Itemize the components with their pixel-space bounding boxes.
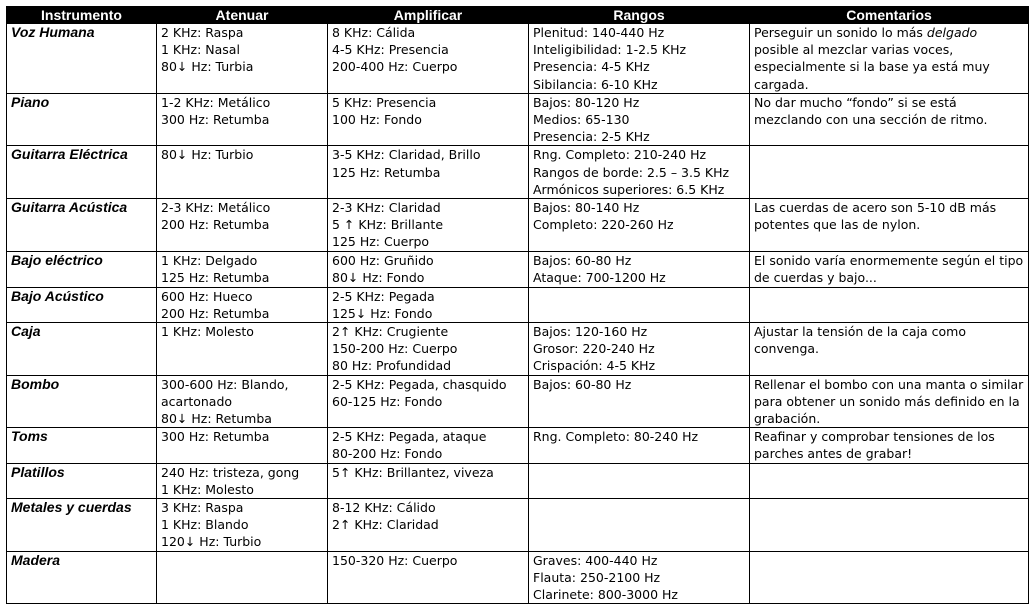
comment-cell: El sonido varía enormemente según el tipo de cuerdas y bajo... — [750, 251, 1029, 287]
amplify-cell: 2-3 KHz: Claridad 5 ↑ KHz: Brillante 125 Hz: Cuerpo — [328, 199, 529, 252]
ranges-cell: Graves: 400-440 Hz Flauta: 250-2100 Hz Clarinete: 800-3000 Hz — [529, 551, 750, 604]
ranges-cell — [529, 287, 750, 322]
comment-text: posible al mezclar varias voces, especialmente si la base ya está muy cargada. — [754, 42, 990, 92]
ranges-cell: Rng. Completo: 80-240 Hz — [529, 428, 750, 463]
attenuate-cell: 1 KHz: Delgado 125 Hz: Retumba — [157, 251, 328, 287]
attenuate-cell: 1 KHz: Molesto — [157, 323, 328, 376]
amplify-cell: 2↑ KHz: Crugiente 150-200 Hz: Cuerpo 80 Hz: Profundidad — [328, 323, 529, 376]
amplify-cell: 150-320 Hz: Cuerpo — [328, 551, 529, 604]
ranges-cell: Rng. Completo: 210-240 Hz Rangos de borde: 2.5 – 3.5 KHz Armónicos superiores: 6.5 KHz — [529, 146, 750, 199]
header-comentarios: Comentarios — [750, 7, 1029, 24]
comment-cell — [750, 146, 1029, 199]
instrument-cell: Guitarra Eléctrica — [7, 146, 157, 199]
instrument-cell: Madera — [7, 551, 157, 604]
amplify-cell: 8 KHz: Cálida 4-5 KHz: Presencia 200-400 Hz: Cuerpo — [328, 24, 529, 94]
instrument-cell: Bajo eléctrico — [7, 251, 157, 287]
ranges-cell: Bajos: 60-80 Hz — [529, 375, 750, 428]
ranges-cell: Bajos: 80-120 Hz Medios: 65-130 Presencia: 2-5 KHz — [529, 93, 750, 146]
comment-cell — [750, 499, 1029, 552]
comment-cell: Ajustar la tensión de la caja como convenga. — [750, 323, 1029, 376]
amplify-cell: 3-5 KHz: Claridad, Brillo 125 Hz: Retumba — [328, 146, 529, 199]
table-row — [7, 146, 1029, 199]
comment-cell: Rellenar el bombo con una manta o similar para obtener un sonido más definido en la grabación. — [750, 375, 1029, 428]
comment-cell: Reafinar y comprobar tensiones de los parches antes de grabar! — [750, 428, 1029, 463]
attenuate-cell — [157, 551, 328, 604]
ranges-cell: Plenitud: 140-440 Hz Inteligibilidad: 1-2.5 KHz Presencia: 4-5 KHz Sibilancia: 6-10 KHz — [529, 24, 750, 94]
table-row — [7, 287, 1029, 322]
table-row — [7, 323, 1029, 376]
attenuate-cell: 240 Hz: tristeza, gong 1 KHz: Molesto — [157, 463, 328, 498]
header-rangos: Rangos — [529, 7, 750, 24]
table-row — [7, 93, 1029, 146]
amplify-cell: 2-5 KHz: Pegada 125↓ Hz: Fondo — [328, 287, 529, 322]
amplify-cell: 5 KHz: Presencia 100 Hz: Fondo — [328, 93, 529, 146]
table-row — [7, 375, 1029, 428]
table-row — [7, 251, 1029, 287]
attenuate-cell: 1-2 KHz: Metálico 300 Hz: Retumba — [157, 93, 328, 146]
ranges-cell — [529, 499, 750, 552]
ranges-cell — [529, 463, 750, 498]
table-row — [7, 428, 1029, 463]
comment-cell — [750, 24, 1029, 94]
amplify-cell: 600 Hz: Gruñido 80↓ Hz: Fondo — [328, 251, 529, 287]
comment-cell — [750, 287, 1029, 322]
instrument-cell: Platillos — [7, 463, 157, 498]
comment-text: Perseguir un sonido lo más — [754, 25, 927, 40]
instrument-cell: Bombo — [7, 375, 157, 428]
attenuate-cell: 300 Hz: Retumba — [157, 428, 328, 463]
attenuate-cell: 600 Hz: Hueco 200 Hz: Retumba — [157, 287, 328, 322]
instrument-cell: Guitarra Acústica — [7, 199, 157, 252]
amplify-cell: 8-12 KHz: Cálido 2↑ KHz: Claridad — [328, 499, 529, 552]
instrument-cell: Caja — [7, 323, 157, 376]
ranges-cell: Bajos: 120-160 Hz Grosor: 220-240 Hz Crispación: 4-5 KHz — [529, 323, 750, 376]
amplify-cell: 2-5 KHz: Pegada, ataque 80-200 Hz: Fondo — [328, 428, 529, 463]
comment-cell — [750, 463, 1029, 498]
comment-emphasis: delgado — [926, 25, 978, 40]
instrument-cell: Bajo Acústico — [7, 287, 157, 322]
table-row — [7, 463, 1029, 498]
eq-reference-table — [6, 6, 1029, 604]
ranges-cell: Bajos: 80-140 Hz Completo: 220-260 Hz — [529, 199, 750, 252]
amplify-cell: 5↑ KHz: Brillantez, viveza — [328, 463, 529, 498]
instrument-cell: Metales y cuerdas — [7, 499, 157, 552]
comment-cell: No dar mucho “fondo” si se está mezclando con una sección de ritmo. — [750, 93, 1029, 146]
table-row — [7, 499, 1029, 552]
attenuate-cell: 2 KHz: Raspa 1 KHz: Nasal 80↓ Hz: Turbia — [157, 24, 328, 94]
attenuate-cell: 300-600 Hz: Blando, acartonado 80↓ Hz: Retumba — [157, 375, 328, 428]
table-row — [7, 24, 1029, 94]
table-row — [7, 551, 1029, 604]
header-amplificar: Amplificar — [328, 7, 529, 24]
attenuate-cell: 80↓ Hz: Turbio — [157, 146, 328, 199]
instrument-cell: Toms — [7, 428, 157, 463]
ranges-cell: Bajos: 60-80 Hz Ataque: 700-1200 Hz — [529, 251, 750, 287]
header-instrumento: Instrumento — [7, 7, 157, 24]
table-row — [7, 199, 1029, 252]
comment-cell — [750, 551, 1029, 604]
header-atenuar: Atenuar — [157, 7, 328, 24]
header-row — [7, 7, 1029, 24]
attenuate-cell: 2-3 KHz: Metálico 200 Hz: Retumba — [157, 199, 328, 252]
instrument-cell: Piano — [7, 93, 157, 146]
attenuate-cell: 3 KHz: Raspa 1 KHz: Blando 120↓ Hz: Turbio — [157, 499, 328, 552]
instrument-cell: Voz Humana — [7, 24, 157, 94]
comment-cell: Las cuerdas de acero son 5-10 dB más potentes que las de nylon. — [750, 199, 1029, 252]
amplify-cell: 2-5 KHz: Pegada, chasquido 60-125 Hz: Fondo — [328, 375, 529, 428]
